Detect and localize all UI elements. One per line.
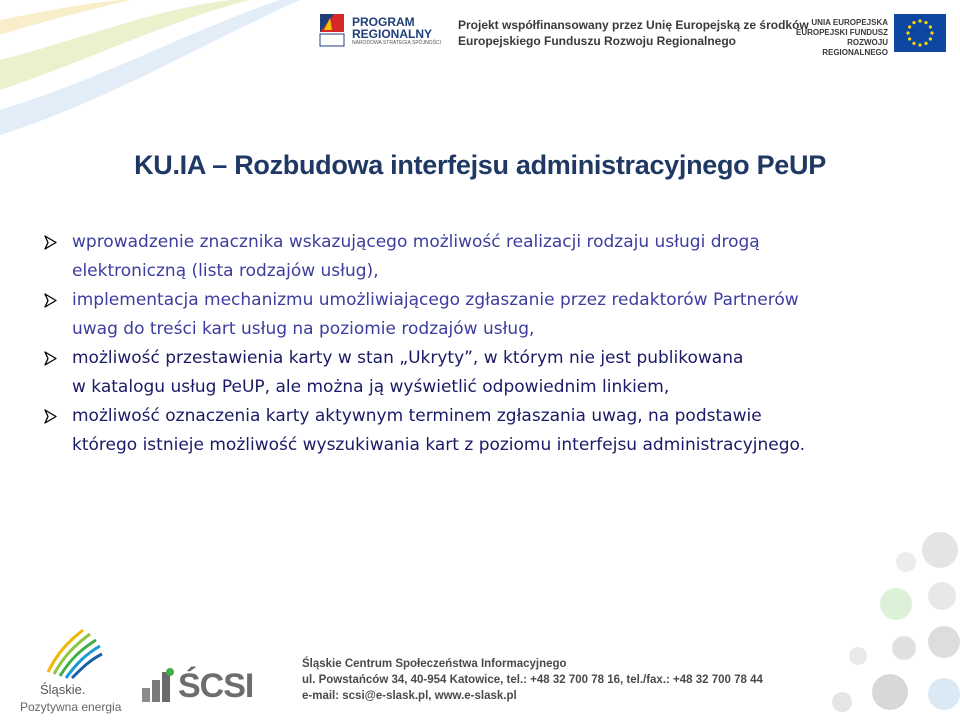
slide-title: KU.IA – Rozbudowa interfejsu administracyjnego PeUP [134, 150, 826, 180]
bullet-text [72, 290, 799, 339]
footer-address: ul. Powstańców 34, 40-954 Katowice, tel.: +48 32 700 78 16, tel./fax.: +48 32 700 78 44 [302, 674, 763, 686]
bullet-text [72, 232, 760, 281]
slaskie-logo [20, 622, 120, 717]
eu-logo-line1: UNIA EUROPEJSKA [811, 18, 888, 27]
bullet-list [42, 228, 922, 460]
eu-logo-line2: EUROPEJSKI FUNDUSZ [795, 28, 888, 37]
scsi-wordmark: ŚCSI [178, 667, 254, 705]
scsi-logo [140, 666, 280, 706]
footer-contact [302, 656, 763, 704]
bullet-item [42, 402, 922, 460]
bullet-line: uwag do treści kart usług na poziomie rodzajów usług, [72, 319, 535, 339]
eu-flag-icon [894, 14, 946, 52]
footer-org-name: Śląskie Centrum Społeczeństwa Informacyjnego [302, 658, 567, 670]
eu-logo-text [790, 18, 888, 58]
bullet-text [72, 406, 805, 455]
bullet-item [42, 228, 922, 286]
eu-logo-line3: ROZWOJU REGIONALNEGO [822, 38, 888, 57]
footer-email: e-mail: scsi@e-slask.pl, www.e-slask.pl [302, 690, 517, 702]
eu-note-line1: Projekt współfinansowany przez Unię Europejską ze środków [458, 18, 809, 32]
slaskie-name: Śląskie. [40, 682, 86, 697]
slaskie-tagline: Pozytywna energia [20, 700, 122, 714]
program-title-line1: PROGRAM [352, 15, 415, 29]
arrow-bullet-icon [42, 402, 62, 431]
bullet-line: wprowadzenie znacznika wskazującego możliwość realizacji rodzaju usługi drogą [72, 232, 760, 252]
bullet-line: którego istnieje możliwość wyszukiwania kart z poziomu interfejsu administracyjnego. [72, 435, 806, 455]
bullet-line: możliwość oznaczenia karty aktywnym terminem zgłaszania uwag, na podstawie [72, 406, 762, 426]
bullet-text [72, 348, 743, 397]
bullet-item [42, 344, 922, 402]
arrow-bullet-icon [42, 228, 62, 257]
program-title-line2: REGIONALNY [352, 27, 433, 41]
program-subtitle: NARODOWA STRATEGIA SPÓJNOŚCI [352, 40, 441, 46]
bullet-item [42, 286, 922, 344]
decorative-dots [820, 520, 960, 720]
arrow-bullet-icon [42, 344, 62, 373]
program-regionalny-flag-icon [318, 10, 348, 50]
scsi-mark-icon [140, 666, 176, 706]
program-regionalny-logo [318, 10, 448, 52]
arrow-bullet-icon [42, 286, 62, 315]
bullet-line: elektroniczną (lista rodzajów usług), [72, 261, 379, 281]
bullet-line: implementacja mechanizmu umożliwiającego zgłaszanie przez redaktorów Partnerów [72, 290, 799, 310]
program-title [352, 16, 432, 40]
eu-note-line2: Europejskiego Funduszu Rozwoju Regionalnego [458, 34, 737, 48]
eu-logo [790, 14, 950, 56]
bullet-line: w katalogu usług PeUP, ale można ją wyświetlić odpowiednim linkiem, [72, 377, 670, 397]
eu-cofinancing-note [458, 17, 809, 49]
bullet-line: możliwość przestawienia karty w stan „Ukryty”, w którym nie jest publikowana [72, 348, 744, 368]
slaskie-wave-icon [38, 622, 118, 680]
